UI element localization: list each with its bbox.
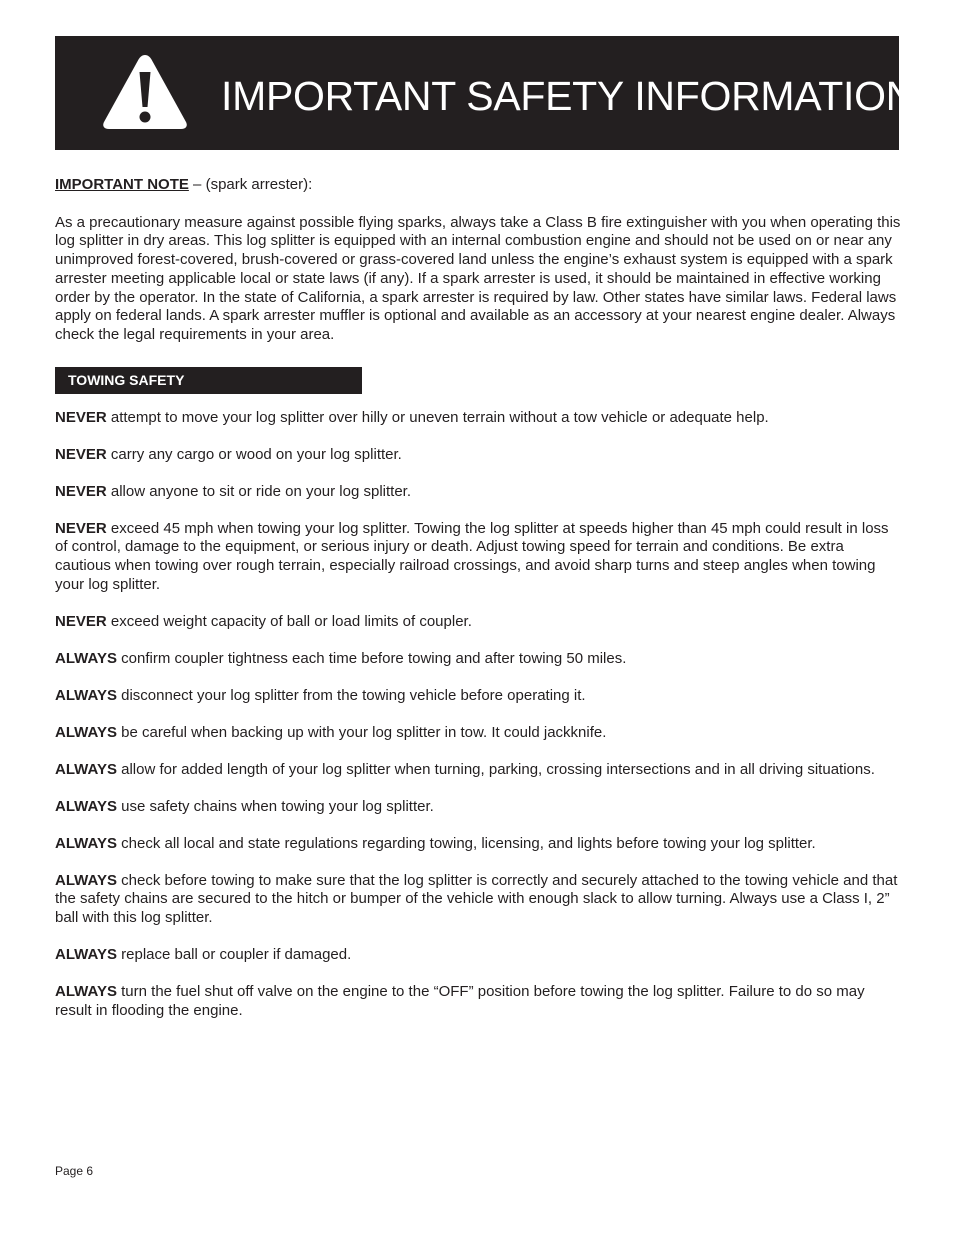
towing-safety-header: TOWING SAFETY <box>55 367 362 394</box>
page-title: IMPORTANT SAFETY INFORMATION <box>221 73 915 119</box>
rule-text: allow anyone to sit or ride on your log splitter. <box>106 482 412 500</box>
spark-arrester-note-heading <box>55 176 903 195</box>
rule-lead: ALWAYS <box>55 834 117 852</box>
towing-rule <box>55 835 903 854</box>
rule-lead: NEVER <box>55 519 107 537</box>
towing-rule <box>55 650 903 669</box>
rule-lead: NEVER <box>55 612 107 630</box>
rule-text: check before towing to make sure that the log splitter is correctly and securely attached to the towing vehicle and that the safety chains are secured to the hitch or bumper of the vehicle with enough slack to allow turning. Always use a Class I, 2” ball with this log splitter. <box>55 871 898 927</box>
rule-lead: ALWAYS <box>55 797 117 815</box>
towing-rule <box>55 613 903 632</box>
towing-rule <box>55 983 903 1020</box>
rule-lead: ALWAYS <box>55 649 117 667</box>
rule-lead: NEVER <box>55 408 107 426</box>
important-note-suffix: – (spark arrester): <box>188 176 313 193</box>
rule-text: disconnect your log splitter from the towing vehicle before operating it. <box>116 686 586 704</box>
document-body <box>55 176 903 1039</box>
rule-text: exceed 45 mph when towing your log splitter. Towing the log splitter at speeds higher than 45 mph could result in loss of control, damage to the equipment, or serious injury or death. Adjust towing speed for terrain and conditions. Be extra cautious when towing over rough terrain, especially railroad crossings, and avoid sharp turns and steep angles when towing your log splitter. <box>55 519 889 593</box>
rule-text: confirm coupler tightness each time before towing and after towing 50 miles. <box>116 649 627 667</box>
towing-rule <box>55 483 903 502</box>
towing-rule <box>55 946 903 965</box>
rule-text: exceed weight capacity of ball or load limits of coupler. <box>106 612 472 630</box>
page-number: Page 6 <box>55 1164 94 1178</box>
rule-lead: ALWAYS <box>55 723 117 741</box>
towing-rule <box>55 520 903 595</box>
rule-text: use safety chains when towing your log splitter. <box>116 797 434 815</box>
title-banner <box>55 36 915 150</box>
towing-rule <box>55 872 903 928</box>
important-note-label: IMPORTANT NOTE <box>55 176 189 193</box>
rule-lead: ALWAYS <box>55 983 117 1001</box>
rule-text: turn the fuel shut off valve on the engine to the “OFF” position before towing the log splitter. Failure to do so may result in flooding the engine. <box>55 983 865 1019</box>
rule-text: carry any cargo or wood on your log splitter. <box>106 445 402 463</box>
rule-lead: NEVER <box>55 445 107 463</box>
rule-text: check all local and state regulations regarding towing, licensing, and lights before towing your log splitter. <box>116 834 816 852</box>
rule-text: be careful when backing up with your log splitter in tow. It could jackknife. <box>116 723 607 741</box>
rule-lead: ALWAYS <box>55 871 117 889</box>
rule-text: allow for added length of your log splitter when turning, parking, crossing intersections and in all driving situations. <box>116 760 875 778</box>
rule-lead: ALWAYS <box>55 686 117 704</box>
spark-arrester-paragraph: As a precautionary measure against possible flying sparks, always take a Class B fire extinguisher with you when operating this log splitter in dry areas. This log splitter is equipped with an internal combustion engine and should not be used on or near any unimproved forest-covered, brush-covered or grass-covered land unless the engine’s exhaust system is equipped with a spark arrester meeting applicable local or state laws (if any). If a spark arrester is used, it should be maintained in effective working order by the operator. In the state of California, a spark arrester is required by law. Other states have similar laws. Federal laws apply on federal lands. A spark arrester muffler is optional and available as an accessory at your nearest engine dealer. Always check the legal requirements in your area. <box>55 213 901 343</box>
rule-lead: ALWAYS <box>55 760 117 778</box>
towing-rule <box>55 761 903 780</box>
warning-triangle-icon <box>101 52 189 130</box>
towing-rules-list <box>55 409 903 1021</box>
rule-lead: ALWAYS <box>55 946 117 964</box>
rule-lead: NEVER <box>55 482 107 500</box>
towing-rule <box>55 446 903 465</box>
rule-text: replace ball or coupler if damaged. <box>116 946 352 964</box>
rule-text: attempt to move your log splitter over hilly or uneven terrain without a tow vehicle or adequate help. <box>106 408 769 426</box>
towing-rule <box>55 409 903 428</box>
towing-rule <box>55 724 903 743</box>
towing-rule <box>55 798 903 817</box>
towing-rule <box>55 687 903 706</box>
